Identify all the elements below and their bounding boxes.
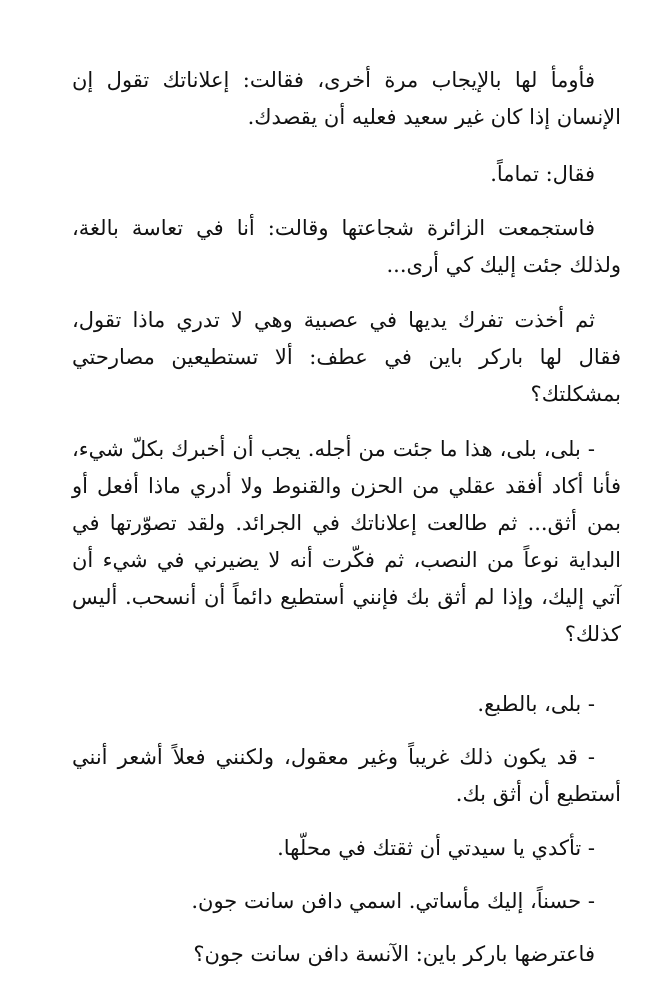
paragraph-1: فأومأ لها بالإيجاب مرة أخرى، فقالت: إعلاناتك تقول إن الإنسان إذا كان غير سعيد فعليه أن يقصدك. <box>72 68 621 129</box>
paragraph-4: ثم أخذت تفرك يديها في عصبية وهي لا تدري ماذا تقول، فقال لها باركر باين في عطف: ألا تستطيعين مصارحتي بمشكلتك؟ <box>72 308 621 406</box>
paragraph-3: فاستجمعت الزائرة شجاعتها وقالت: أنا في تعاسة بالغة، ولذلك جئت إليك كي أرى... <box>72 216 621 277</box>
paragraph-6: - بلى، بالطبع. <box>477 692 595 716</box>
paragraph-5: - بلى، بلى، هذا ما جئت من أجله. يجب أن أخبرك بكلّ شيء، فأنا أكاد أفقد عقلي من الحزن والقنوط ولا أدري ماذا أفعل أو بمن أثق... ثم طالعت إعلاناتك في الجرائد. ولقد تصوّرتها في البداية نوعاً من النصب، ثم فكّرت أنه لا يضيرني في شيء أن آتي إليك، وإذا لم أثق بك فإنني أستطيع دائماً أن أنسحب. أليس كذلك؟ <box>72 437 621 646</box>
paragraph-9: - حسناً، إليك مأساتي. اسمي دافن سانت جون. <box>191 889 595 913</box>
paragraph-10: فاعترضها باركر باين: الآنسة دافن سانت جون؟ <box>193 942 595 966</box>
paragraph-8: - تأكدي يا سيدتي أن ثقتك في محلّها. <box>277 836 595 860</box>
paragraph-2: فقال: تماماً. <box>490 162 595 186</box>
paragraph-7: - قد يكون ذلك غريباً وغير معقول، ولكنني فعلاً أشعر أنني أستطيع أن أثق بك. <box>72 745 621 806</box>
